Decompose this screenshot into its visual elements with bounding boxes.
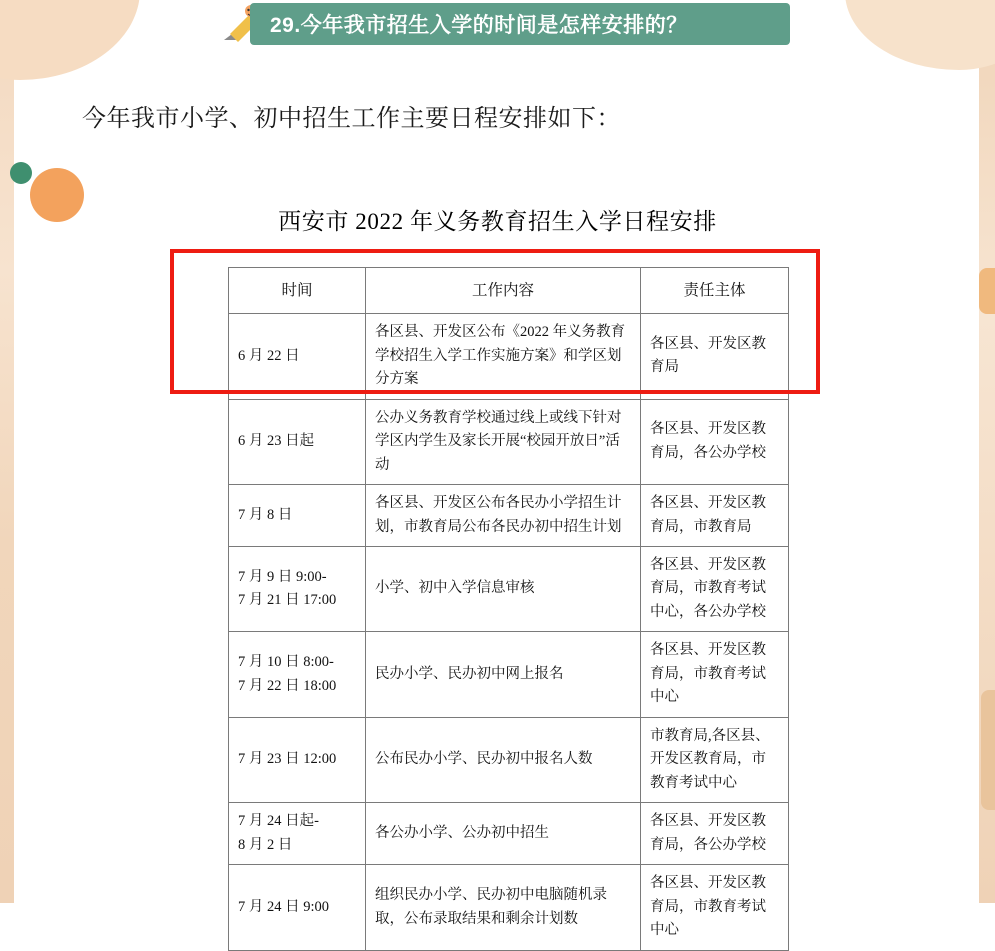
table-row bbox=[229, 865, 789, 950]
cell-owner: 各区县、开发区教育局，市教育局 bbox=[641, 485, 789, 547]
table-row bbox=[229, 546, 789, 631]
cell-content: 各公办小学、公办初中招生 bbox=[366, 803, 641, 865]
intro-paragraph: 今年我市小学、初中招生工作主要日程安排如下： bbox=[82, 106, 621, 132]
top-left-blob-decoration bbox=[0, 0, 140, 80]
cell-owner: 各区县、开发区教育局，各公办学校 bbox=[641, 803, 789, 865]
right-accent-secondary-decoration bbox=[981, 690, 995, 810]
cell-time: 7 月 24 日 9:00 bbox=[229, 865, 366, 950]
cell-owner: 各区县、开发区教育局，各公办学校 bbox=[641, 399, 789, 484]
cell-time: 6 月 23 日起 bbox=[229, 399, 366, 484]
table-title: 西安市 2022 年义务教育招生入学日程安排 bbox=[278, 209, 717, 234]
cell-owner: 各区县、开发区教育局，市教育考试中心 bbox=[641, 632, 789, 717]
cell-content: 各区县、开发区公布各民办小学招生计划，市教育局公布各民办初中招生计划 bbox=[366, 485, 641, 547]
question-title: 29.今年我市招生入学的时间是怎样安排的？ bbox=[270, 14, 688, 37]
column-header-owner: 责任主体 bbox=[641, 268, 789, 314]
schedule-table bbox=[228, 267, 789, 951]
column-header-time: 时间 bbox=[229, 268, 366, 314]
green-dot-decoration bbox=[10, 162, 32, 184]
right-accent-decoration bbox=[979, 268, 995, 314]
table-row bbox=[229, 632, 789, 717]
cell-time: 6 月 22 日 bbox=[229, 314, 366, 399]
cell-time: 7 月 10 日 8:00- 7 月 22 日 18:00 bbox=[229, 632, 366, 717]
top-right-blob-decoration bbox=[845, 0, 995, 70]
cell-owner: 各区县、开发区教育局 bbox=[641, 314, 789, 399]
table-row bbox=[229, 314, 789, 399]
cell-owner: 各区县、开发区教育局，市教育考试中心，各公办学校 bbox=[641, 546, 789, 631]
cell-time: 7 月 23 日 12:00 bbox=[229, 717, 366, 802]
right-edge-decoration bbox=[979, 0, 995, 903]
table-header-row bbox=[229, 268, 789, 314]
left-edge-decoration bbox=[0, 0, 14, 903]
table-row bbox=[229, 803, 789, 865]
cell-owner: 市教育局,各区县、开发区教育局，市教育考试中心 bbox=[641, 717, 789, 802]
table-row bbox=[229, 717, 789, 802]
table-row bbox=[229, 485, 789, 547]
question-header bbox=[218, 3, 790, 45]
table-row bbox=[229, 399, 789, 484]
cell-content: 公办义务教育学校通过线上或线下针对学区内学生及家长开展“校园开放日”活动 bbox=[366, 399, 641, 484]
cell-content: 组织民办小学、民办初中电脑随机录取，公布录取结果和剩余计划数 bbox=[366, 865, 641, 950]
cell-time: 7 月 24 日起- 8 月 2 日 bbox=[229, 803, 366, 865]
cell-time: 7 月 9 日 9:00- 7 月 21 日 17:00 bbox=[229, 546, 366, 631]
cell-content: 各区县、开发区公布《2022 年义务教育学校招生入学工作实施方案》和学区划分方案 bbox=[366, 314, 641, 399]
cell-content: 小学、初中入学信息审核 bbox=[366, 546, 641, 631]
schedule-table-container bbox=[228, 267, 788, 951]
cell-content: 公布民办小学、民办初中报名人数 bbox=[366, 717, 641, 802]
question-banner bbox=[250, 3, 790, 45]
cell-owner: 各区县、开发区教育局，市教育考试中心 bbox=[641, 865, 789, 950]
column-header-content: 工作内容 bbox=[366, 268, 641, 314]
cell-time: 7 月 8 日 bbox=[229, 485, 366, 547]
cell-content: 民办小学、民办初中网上报名 bbox=[366, 632, 641, 717]
